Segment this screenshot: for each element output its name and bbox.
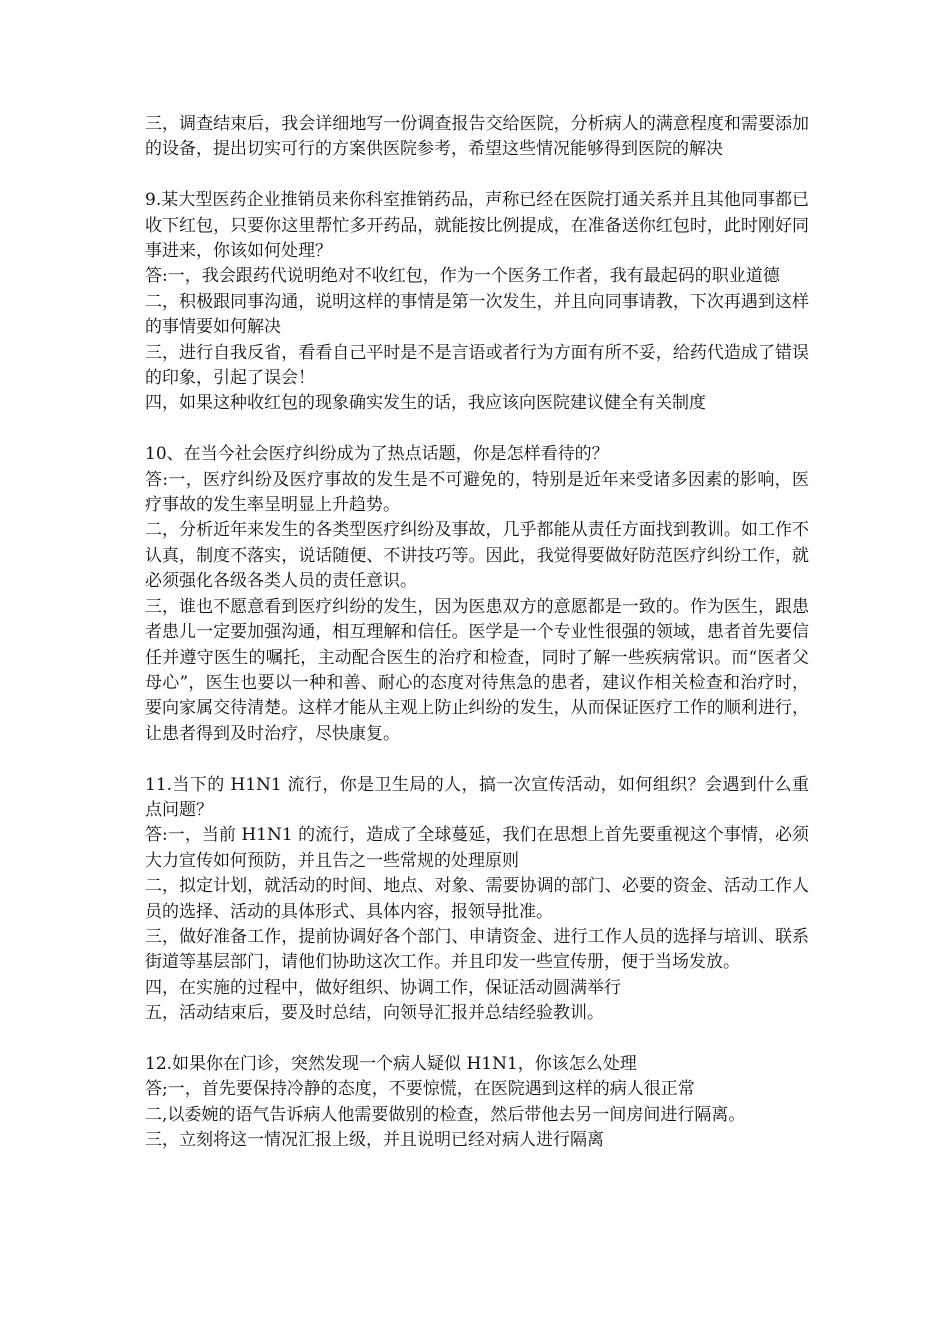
paragraph-gap — [145, 747, 809, 772]
q12-answer-1: 答;一，首先要保持冷静的态度，不要惊慌，在医院遇到这样的病人很正常 — [145, 1079, 695, 1100]
q11-answer-4: 四，在实施的过程中，做好组织、协调工作，保证活动圆满举行 — [145, 977, 621, 998]
question-9: 9.某大型医药企业推销员来你科室推销药品，声称已经在医院打通关系并且其他同事都已收下红包，只要你这里帮忙多开药品，就能按比例提成，在准备送你红包时，此时刚好同事进来，你该如何处理？ — [145, 190, 809, 262]
q11-answer-2: 二，拟定计划，就活动的时间、地点、对象、需要协调的部门、必要的资金、活动工作人员的选择、活动的具体形式、具体内容，报领导批准。 — [145, 876, 809, 922]
q10-answer-2: 二，分析近年来发生的各类型医疗纠纷及事故，几乎都能从责任方面找到教训。如工作不认真，制度不落实，说话随便、不讲技巧等。因此，我觉得要做好防范医疗纠纷工作，就必须强化各级各类人员的责任意识。 — [145, 520, 809, 592]
q12-answer-3: 三，立刻将这一情况汇报上级，并且说明已经对病人进行隔离 — [145, 1130, 604, 1151]
question-11: 11.当下的 H1N1 流行，你是卫生局的人，搞一次宣传活动，如何组织？会遇到什么重点问题？ — [145, 774, 809, 820]
paragraph-gap — [145, 163, 809, 188]
q12-answer-2: 二,以委婉的语气告诉病人他需要做别的检查，然后带他去另一间房间进行隔离。 — [145, 1104, 746, 1125]
q11-answer-3: 三，做好准备工作，提前协调好各个部门、申请资金、进行工作人员的选择与培训、联系街道等基层部门，请他们协助这次工作。并且印发一些宣传册，便于当场发放。 — [145, 926, 809, 973]
q10-answer-1: 答:一，医疗纠纷及医疗事故的发生是不可避免的，特别是近年来受诸多因素的影响，医疗事故的发生率呈明显上升趋势。 — [145, 469, 809, 516]
question-10: 10、在当今社会医疗纠纷成为了热点话题，你是怎样看待的？ — [145, 444, 609, 465]
q9-answer-4: 四，如果这种收红包的现象确实发生的话，我应该向医院建议健全有关制度 — [145, 393, 706, 414]
q9-answer-1: 答:一，我会跟药代说明绝对不收红包，作为一个医务工作者，我有最起码的职业道德 — [145, 266, 780, 287]
paragraph-q8-answer-3: 三，调查结束后，我会详细地写一份调查报告交给医院，分析病人的满意程度和需要添加的设备，提出切实可行的方案供医院参考，希望这些情况能够得到医院的解决 — [145, 114, 809, 160]
q11-answer-1: 答:一，当前 H1N1 的流行，造成了全球蔓延，我们在思想上首先要重视这个事情，必须大力宣传如何预防，并且告之一些常规的处理原则 — [145, 825, 809, 871]
q9-answer-2: 二，积极跟同事沟通，说明这样的事情是第一次发生，并且向同事请教，下次再遇到这样的事情要如何解决 — [145, 291, 809, 338]
q9-answer-3: 三，进行自我反省，看看自己平时是不是言语或者行为方面有所不妥，给药代造成了错误的印象，引起了误会！ — [145, 342, 809, 389]
paragraph-gap — [145, 1027, 809, 1052]
q10-answer-3: 三，谁也不愿意看到医疗纠纷的发生，因为医患双方的意愿都是一致的。作为医生，跟患者患儿一定要加强沟通，相互理解和信任。医学是一个专业性很强的领域，患者首先要信任并遵守医生的嘱托，主动配合医生的治疗和检查，同时了解一些疾病常识。而“医者父母心”，医生也要以一种和善、耐心的态度对待焦急的患者，建议作相关检查和治疗时，要向家属交待清楚。这样才能从主观上防止纠纷的发生，从而保证医疗工作的顺利进行，让患者得到及时治疗，尽快康复。 — [145, 596, 809, 744]
question-12: 12.如果你在门诊，突然发现一个病人疑似 H1N1，你该怎么处理 — [145, 1053, 637, 1074]
paragraph-gap — [145, 417, 809, 442]
document-body — [145, 112, 809, 1154]
q11-answer-5: 五，活动结束后，要及时总结，向领导汇报并总结经验教训。 — [145, 1003, 604, 1024]
